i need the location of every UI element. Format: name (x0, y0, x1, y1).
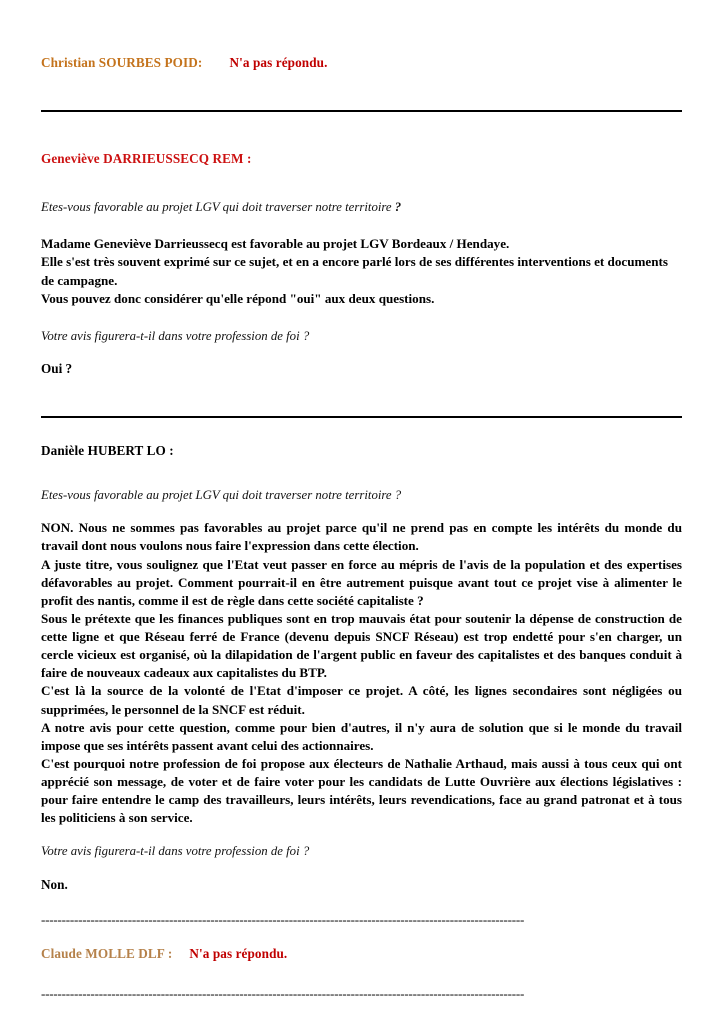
dashed-divider-1: --------------------------------------------------------------------------------------------------------------------- (41, 913, 525, 927)
gap-body-q2-hubert (41, 827, 682, 843)
answer-line-3: Vous pouvez donc considérer qu'elle répond "oui" aux deux questions. (41, 290, 435, 306)
entry-molle (41, 946, 682, 963)
dashed-divider-2: --------------------------------------------------------------------------------------------------------------------- (41, 986, 525, 1000)
question-profession-foi-darrieussecq: Votre avis figurera-t-il dans votre profession de foi ? (41, 328, 310, 343)
gap-q2-short-hubert (41, 860, 682, 876)
hubert-paragraph-6: C'est pourquoi notre profession de foi propose aux électeurs de Nathalie Arthaud, mais aussi à tous ceux qui ont apprécié son message, de voter et de faire voter pour les candidats de Lutte Ouvrière aux élections législatives : pour faire entendre le camp des travailleurs, leurs intérêts, leurs revendications, face au grand patronat et à tous les politiciens à son service. (41, 755, 682, 826)
answer-line-2: Elle s'est très souvent exprimé sur ce sujet, et en a encore parlé lors de ses différentes interventions et documents de campagne. (41, 254, 668, 288)
gap-after-sourbes (41, 72, 682, 110)
entry-sourbes (41, 55, 682, 72)
gap-after-darrieussecq (41, 378, 682, 416)
candidate-heading-hubert: Danièle HUBERT LO : (41, 442, 174, 458)
candidate-name-molle: Claude MOLLE DLF : (41, 946, 173, 962)
molle-spacer (172, 946, 189, 961)
answer-line-1: Madame Geneviève Darrieussecq est favorable au projet LGV Bordeaux / Hendaye. (41, 236, 510, 252)
question-lgv-darrieussecq (41, 199, 682, 216)
hubert-paragraph-2: A juste titre, vous soulignez que l'Etat veut passer en force au mépris de l'avis de la population et des expertises défavorables au projet. Comment pourrait-il en être autrement puisque avant tout ce projet vise à alimenter le profit des nantis, comme il est de règle dans cette société capitaliste ? (41, 556, 682, 608)
hubert-paragraph-1: NON. Nous ne sommes pas favorables au projet parce qu'il ne prend pas en compte les intérêts du monde du travail dont nous voulons nous faire l'expression dans cette élection. (41, 520, 682, 554)
gap-q1-body-hubert (41, 503, 682, 519)
gap-before-hubert (41, 418, 682, 442)
candidate-heading-darrieussecq: Geneviève DARRIEUSSECQ REM : (41, 150, 252, 166)
gap-q2-short (41, 344, 682, 360)
gap-darrieussecq-q1 (41, 167, 682, 199)
document-content (41, 0, 682, 1000)
question-text: Etes-vous favorable au projet LGV qui doit traverser notre territoire (41, 199, 395, 214)
question-profession-foi-hubert: Votre avis figurera-t-il dans votre profession de foi ? (41, 844, 310, 859)
hubert-paragraph-4: C'est là la source de la volonté de l'Etat d'imposer ce projet. A côté, les lignes secondaires sont négligées ou supprimées, le personnel de la SNCF est réduit. (41, 683, 682, 717)
candidate-response-sourbes: N'a pas répondu. (229, 55, 328, 70)
question-lgv-hubert: Etes-vous favorable au projet LGV qui doit traverser notre territoire ? (41, 487, 402, 502)
top-spacer (41, 0, 682, 55)
gap-before-darrieussecq (41, 112, 682, 150)
gap-before-dashed-1 (41, 893, 682, 913)
gap-hubert-q1 (41, 459, 682, 487)
question-mark: ? (394, 199, 402, 214)
candidate-response-molle: N'a pas répondu. (189, 946, 288, 962)
hubert-paragraph-5: A notre avis pour cette question, comme pour bien d'autres, il n'y aura de solution que si le monde du travail impose que ses intérêts passent avant celui des actionnaires. (41, 719, 682, 753)
gap-answer-q2 (41, 308, 682, 328)
candidate-name-sourbes: Christian SOURBES POID: (41, 55, 203, 70)
gap-before-molle (41, 926, 682, 946)
gap-q1-answer (41, 215, 682, 235)
short-answer-hubert: Non. (41, 877, 68, 893)
short-answer-darrieussecq: Oui ? (41, 361, 73, 377)
hubert-paragraph-3: Sous le prétexte que les finances publiques sont en trop mauvais état pour soutenir la dépense de construction de cette ligne et que Réseau ferré de France (devenu depuis SNCF Réseau) est trop endetté pour s'en charger, un cercle vicieux est organisé, où la dilapidation de l'argent public en faveur des capitalistes et des banques conduit à faire de nouveaux cadeaux aux capitalistes du BTP. (41, 610, 682, 681)
gap-before-dashed-2 (41, 963, 682, 987)
sourbes-spacer (202, 55, 229, 70)
